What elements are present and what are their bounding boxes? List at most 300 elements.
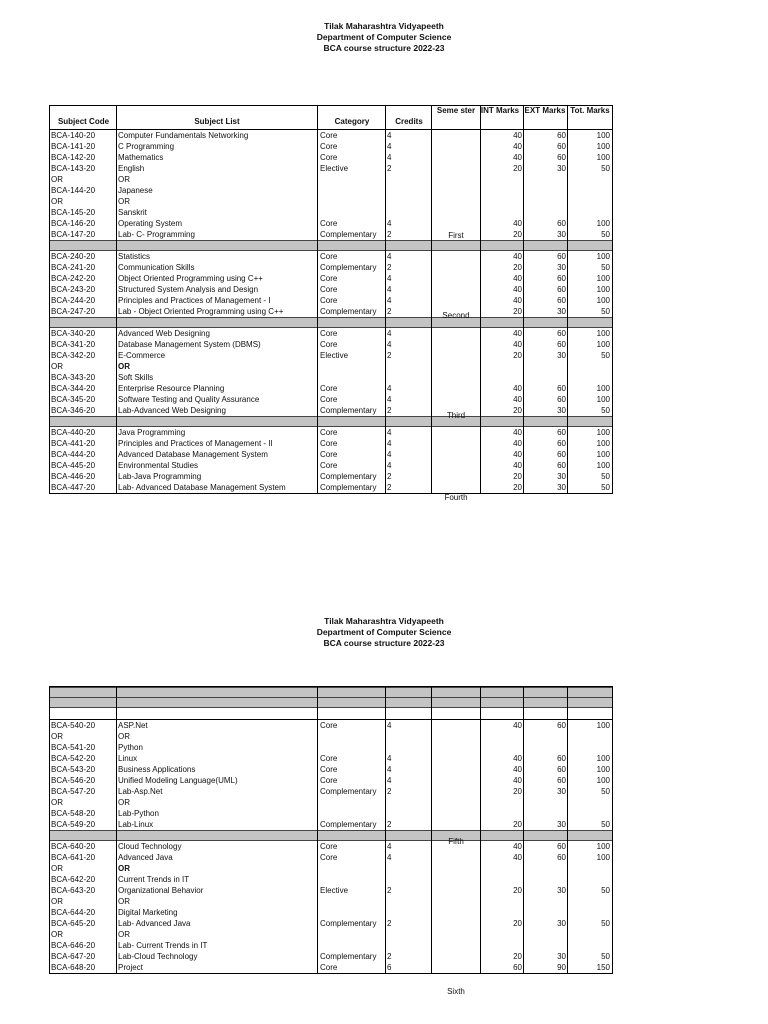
tot-marks: 50	[601, 919, 610, 928]
credits: 2	[387, 820, 392, 829]
int-marks-cell	[480, 306, 522, 317]
credits-cell	[387, 720, 431, 731]
header-tot-marks: Tot. Marks	[570, 106, 610, 115]
subject-name: Python	[118, 743, 143, 752]
int-marks-cell	[480, 951, 522, 962]
int-marks: 40	[513, 296, 522, 305]
category-cell	[320, 295, 386, 306]
tot-marks: 100	[596, 842, 610, 851]
int-marks: 40	[513, 439, 522, 448]
ext-marks-cell	[526, 273, 566, 284]
category-cell	[320, 885, 386, 896]
table-band-row	[50, 687, 612, 698]
int-marks-cell	[480, 449, 522, 460]
int-marks-cell	[480, 405, 522, 416]
ext-marks-cell	[526, 775, 566, 786]
ext-marks: 60	[557, 842, 566, 851]
ext-marks-cell	[526, 262, 566, 273]
tot-marks: 100	[596, 142, 610, 151]
subject-code: BCA-240-20	[51, 252, 96, 261]
category: Complementary	[320, 919, 377, 928]
int-marks: 40	[513, 428, 522, 437]
subject-code: OR	[51, 864, 63, 873]
subject-code: BCA-445-20	[51, 461, 96, 470]
subject-name: OR	[118, 362, 130, 371]
int-marks: 40	[513, 329, 522, 338]
subject-name: Lab- Current Trends in IT	[118, 941, 208, 950]
column-divider	[431, 687, 432, 973]
subject-code: BCA-643-20	[51, 886, 96, 895]
subject-name: Communication Skills	[118, 263, 195, 272]
int-marks-cell	[480, 786, 522, 797]
table-spacer	[50, 708, 612, 720]
subject-name: Object Oriented Programming using C++	[118, 274, 263, 283]
subject-code: BCA-444-20	[51, 450, 96, 459]
subject-name-cell	[118, 163, 316, 218]
category: Complementary	[320, 263, 377, 272]
credits: 4	[387, 765, 392, 774]
category-cell	[320, 951, 386, 962]
credits-cell	[387, 350, 431, 361]
subject-name-cell	[118, 383, 316, 394]
subject-name-cell	[118, 460, 316, 471]
header-subject-code: Subject Code	[57, 117, 110, 126]
subject-name-cell	[118, 449, 316, 460]
tot-marks: 100	[596, 450, 610, 459]
category-cell	[320, 141, 386, 152]
tot-marks: 150	[596, 963, 610, 972]
credits: 2	[387, 406, 392, 415]
subject-code: BCA-342-20	[51, 351, 96, 360]
subject-name: Lab- C- Programming	[118, 230, 195, 239]
tot-marks: 100	[596, 329, 610, 338]
tot-marks-cell	[570, 841, 610, 852]
subject-code: OR	[51, 732, 63, 741]
table-row	[50, 720, 612, 753]
credits: 2	[387, 351, 392, 360]
int-marks: 40	[513, 450, 522, 459]
table-row	[50, 764, 612, 775]
subject-code: BCA-441-20	[51, 439, 96, 448]
subject-code-cell	[51, 753, 116, 764]
credits-cell	[387, 295, 431, 306]
subject-name-cell	[118, 306, 316, 317]
ext-marks-cell	[526, 427, 566, 438]
credits-cell	[387, 764, 431, 775]
credits-cell	[387, 394, 431, 405]
subject-code: BCA-447-20	[51, 483, 96, 492]
ext-marks-cell	[526, 218, 566, 229]
category-cell	[320, 720, 386, 731]
credits-cell	[387, 273, 431, 284]
category-cell	[320, 405, 386, 416]
ext-marks-cell	[526, 284, 566, 295]
university-name: Tilak Maharashtra Vidyapeeth	[324, 21, 444, 31]
table-row	[50, 229, 612, 240]
subject-code: BCA-546-20	[51, 776, 96, 785]
tot-marks-cell	[570, 819, 610, 830]
credits: 2	[387, 263, 392, 272]
category-cell	[320, 753, 386, 764]
subject-code-cell	[51, 482, 116, 493]
tot-marks-cell	[570, 720, 610, 731]
subject-code-cell	[51, 720, 116, 753]
ext-marks-cell	[526, 394, 566, 405]
ext-marks: 30	[557, 307, 566, 316]
ext-marks-cell	[526, 229, 566, 240]
credits-cell	[387, 775, 431, 786]
subject-name: Structured System Analysis and Design	[118, 285, 259, 294]
int-marks: 20	[513, 886, 522, 895]
tot-marks-cell	[570, 251, 610, 262]
subject-name: Mathematics	[118, 153, 164, 162]
subject-name: Current Trends in IT	[118, 875, 190, 884]
subject-name: OR	[118, 197, 130, 206]
category: Complementary	[320, 787, 377, 796]
category: Core	[320, 340, 338, 349]
category: Elective	[320, 164, 349, 173]
credits-cell	[387, 218, 431, 229]
category: Complementary	[320, 230, 377, 239]
ext-marks-cell	[526, 141, 566, 152]
credits: 2	[387, 230, 392, 239]
ext-marks: 60	[557, 776, 566, 785]
subject-name-cell	[118, 218, 316, 229]
subject-code-cell	[51, 918, 116, 951]
int-marks: 60	[513, 963, 522, 972]
tot-marks-cell	[570, 284, 610, 295]
credits-cell	[387, 229, 431, 240]
department-name: Department of Computer Science	[316, 627, 452, 637]
credits-cell	[387, 427, 431, 438]
subject-code: OR	[51, 197, 63, 206]
ext-marks-cell	[526, 885, 566, 896]
credits: 4	[387, 296, 392, 305]
ext-marks: 60	[557, 153, 566, 162]
tot-marks-cell	[570, 951, 610, 962]
subject-code: OR	[51, 175, 63, 184]
tot-marks-cell	[570, 427, 610, 438]
subject-code-cell	[51, 405, 116, 416]
subject-code: BCA-143-20	[51, 164, 96, 173]
semester-label: Third	[446, 411, 466, 420]
column-divider	[385, 106, 386, 493]
subject-name: Lab - Object Oriented Programming using C++	[118, 307, 284, 316]
ext-marks: 60	[557, 765, 566, 774]
subject-name: Lab-Linux	[118, 820, 154, 829]
credits: 4	[387, 285, 392, 294]
course-structure-title: BCA course structure 2022-23	[323, 43, 445, 53]
subject-name: Principles and Practices of Management - I	[118, 296, 271, 305]
int-marks-cell	[480, 962, 522, 973]
tot-marks-cell	[570, 229, 610, 240]
department-name: Department of Computer Science	[316, 32, 452, 42]
table-row	[50, 460, 612, 471]
subject-name: Computer Fundamentals Networking	[118, 131, 249, 140]
credits-cell	[387, 753, 431, 764]
int-marks: 40	[513, 340, 522, 349]
ext-marks-cell	[526, 460, 566, 471]
ext-marks-cell	[526, 350, 566, 361]
subject-name: Operating System	[118, 219, 183, 228]
category: Core	[320, 450, 338, 459]
subject-name: Lab-Java Programming	[118, 472, 202, 481]
category: Complementary	[320, 472, 377, 481]
subject-code-cell	[51, 152, 116, 163]
subject-code: BCA-242-20	[51, 274, 96, 283]
subject-code-cell	[51, 471, 116, 482]
int-marks-cell	[480, 218, 522, 229]
subject-name: Business Applications	[118, 765, 196, 774]
subject-code: BCA-147-20	[51, 230, 96, 239]
semester-label: Second	[442, 311, 470, 320]
header-ext-marks: EXT Marks	[524, 106, 566, 115]
subject-code: OR	[51, 930, 63, 939]
credits: 4	[387, 853, 392, 862]
subject-name: OR	[118, 864, 130, 873]
tot-marks-cell	[570, 306, 610, 317]
credits: 2	[387, 952, 392, 961]
tot-marks-cell	[570, 383, 610, 394]
int-marks: 40	[513, 252, 522, 261]
ext-marks: 60	[557, 853, 566, 862]
category: Core	[320, 142, 338, 151]
int-marks: 20	[513, 406, 522, 415]
subject-code: BCA-644-20	[51, 908, 96, 917]
column-divider	[385, 687, 386, 973]
ext-marks-cell	[526, 720, 566, 731]
subject-code: BCA-640-20	[51, 842, 96, 851]
credits-cell	[387, 951, 431, 962]
int-marks-cell	[480, 394, 522, 405]
subject-code: BCA-540-20	[51, 721, 96, 730]
table-row	[50, 918, 612, 951]
header-subject-list: Subject List	[194, 117, 240, 126]
tot-marks-cell	[570, 471, 610, 482]
table-row	[50, 852, 612, 885]
ext-marks-cell	[526, 819, 566, 830]
credits-cell	[387, 460, 431, 471]
subject-name: ASP.Net	[118, 721, 148, 730]
int-marks: 20	[513, 820, 522, 829]
int-marks: 20	[513, 919, 522, 928]
tot-marks: 50	[601, 351, 610, 360]
ext-marks-cell	[526, 841, 566, 852]
subject-name-cell	[118, 720, 316, 753]
subject-name-cell	[118, 229, 316, 240]
subject-name: Unified Modeling Language(UML)	[118, 776, 238, 785]
category-cell	[320, 273, 386, 284]
subject-name: OR	[118, 930, 130, 939]
int-marks-cell	[480, 130, 522, 141]
subject-name: Database Management System (DBMS)	[118, 340, 261, 349]
table-row	[50, 350, 612, 383]
ext-marks-cell	[526, 753, 566, 764]
tot-marks: 50	[601, 230, 610, 239]
subject-name: Java Programming	[118, 428, 186, 437]
int-marks-cell	[480, 262, 522, 273]
subject-name-cell	[118, 471, 316, 482]
subject-code: BCA-146-20	[51, 219, 96, 228]
category-cell	[320, 819, 386, 830]
tot-marks-cell	[570, 482, 610, 493]
subject-code: BCA-642-20	[51, 875, 96, 884]
subject-name: OR	[118, 897, 130, 906]
subject-name-cell	[118, 786, 316, 819]
table-row	[50, 449, 612, 460]
subject-name-cell	[118, 852, 316, 885]
tot-marks-cell	[570, 885, 610, 896]
subject-name-cell	[118, 962, 316, 973]
ext-marks: 60	[557, 395, 566, 404]
ext-marks-cell	[526, 383, 566, 394]
subject-code: BCA-543-20	[51, 765, 96, 774]
subject-code: BCA-144-20	[51, 186, 96, 195]
credits: 4	[387, 153, 392, 162]
credits: 6	[387, 963, 392, 972]
table-row	[50, 786, 612, 819]
int-marks: 40	[513, 765, 522, 774]
category-cell	[320, 460, 386, 471]
subject-code-cell	[51, 350, 116, 383]
category-cell	[320, 449, 386, 460]
tot-marks: 50	[601, 886, 610, 895]
subject-code: OR	[51, 362, 63, 371]
ext-marks: 60	[557, 296, 566, 305]
subject-name: Organizational Behavior	[118, 886, 204, 895]
category: Elective	[320, 351, 349, 360]
tot-marks-cell	[570, 273, 610, 284]
category: Core	[320, 252, 338, 261]
category: Core	[320, 963, 338, 972]
subject-code: BCA-244-20	[51, 296, 96, 305]
table-row	[50, 427, 612, 438]
table-row	[50, 841, 612, 852]
tot-marks: 50	[601, 483, 610, 492]
int-marks: 40	[513, 721, 522, 730]
semester-label: First	[448, 231, 464, 240]
ext-marks-cell	[526, 328, 566, 339]
subject-code-cell	[51, 819, 116, 830]
category-cell	[320, 152, 386, 163]
ext-marks-cell	[526, 852, 566, 863]
ext-marks: 30	[557, 787, 566, 796]
ext-marks-cell	[526, 438, 566, 449]
tot-marks: 50	[601, 164, 610, 173]
tot-marks-cell	[570, 328, 610, 339]
subject-code-cell	[51, 962, 116, 973]
ext-marks: 30	[557, 351, 566, 360]
credits-cell	[387, 262, 431, 273]
category-cell	[320, 218, 386, 229]
credits: 4	[387, 131, 392, 140]
subject-name-cell	[118, 273, 316, 284]
category: Core	[320, 274, 338, 283]
subject-code-cell	[51, 394, 116, 405]
tot-marks: 50	[601, 952, 610, 961]
header-credits: Credits	[395, 117, 423, 126]
ext-marks: 30	[557, 886, 566, 895]
subject-name: Statistics	[118, 252, 151, 261]
subject-code: BCA-647-20	[51, 952, 96, 961]
ext-marks: 30	[557, 919, 566, 928]
course-structure-title: BCA course structure 2022-23	[323, 638, 445, 648]
subject-code: BCA-344-20	[51, 384, 96, 393]
column-divider	[431, 106, 432, 493]
tot-marks: 100	[596, 439, 610, 448]
subject-name-cell	[118, 951, 316, 962]
int-marks-cell	[480, 918, 522, 929]
category-cell	[320, 130, 386, 141]
table-row	[50, 295, 612, 306]
subject-name: Lab-Python	[118, 809, 159, 818]
category-cell	[320, 262, 386, 273]
document-header-1	[0, 21, 768, 54]
table-row	[50, 471, 612, 482]
tot-marks: 100	[596, 285, 610, 294]
subject-code: BCA-641-20	[51, 853, 96, 862]
int-marks-cell	[480, 339, 522, 350]
tot-marks: 100	[596, 765, 610, 774]
subject-name-cell	[118, 427, 316, 438]
table-row	[50, 141, 612, 152]
credits: 2	[387, 164, 392, 173]
subject-code-cell	[51, 427, 116, 438]
category: Core	[320, 853, 338, 862]
int-marks: 40	[513, 842, 522, 851]
tot-marks-cell	[570, 449, 610, 460]
subject-code-cell	[51, 841, 116, 852]
tot-marks: 100	[596, 274, 610, 283]
subject-code: BCA-141-20	[51, 142, 96, 151]
table-row	[50, 405, 612, 416]
subject-name: Advanced Java	[118, 853, 173, 862]
subject-name-cell	[118, 819, 316, 830]
subject-name: Japanese	[118, 186, 153, 195]
int-marks: 20	[513, 307, 522, 316]
subject-code: BCA-541-20	[51, 743, 96, 752]
credits-cell	[387, 482, 431, 493]
tot-marks-cell	[570, 764, 610, 775]
credits: 4	[387, 461, 392, 470]
int-marks: 40	[513, 395, 522, 404]
column-divider	[480, 106, 481, 493]
int-marks-cell	[480, 229, 522, 240]
credits-cell	[387, 841, 431, 852]
subject-name: Enterprise Resource Planning	[118, 384, 225, 393]
credits: 4	[387, 384, 392, 393]
subject-name-cell	[118, 753, 316, 764]
tot-marks: 50	[601, 787, 610, 796]
subject-code-cell	[51, 786, 116, 819]
int-marks-cell	[480, 720, 522, 731]
subject-name: Lab- Advanced Database Management System	[118, 483, 286, 492]
table-body	[50, 130, 612, 493]
ext-marks: 30	[557, 820, 566, 829]
int-marks: 20	[513, 472, 522, 481]
tot-marks: 100	[596, 461, 610, 470]
subject-name: OR	[118, 175, 130, 184]
table-row	[50, 962, 612, 973]
subject-code-cell	[51, 262, 116, 273]
tot-marks-cell	[570, 339, 610, 350]
category-cell	[320, 163, 386, 174]
credits: 4	[387, 219, 392, 228]
category-cell	[320, 918, 386, 929]
ext-marks: 60	[557, 340, 566, 349]
ext-marks: 30	[557, 472, 566, 481]
subject-name: Lab-Asp.Net	[118, 787, 163, 796]
